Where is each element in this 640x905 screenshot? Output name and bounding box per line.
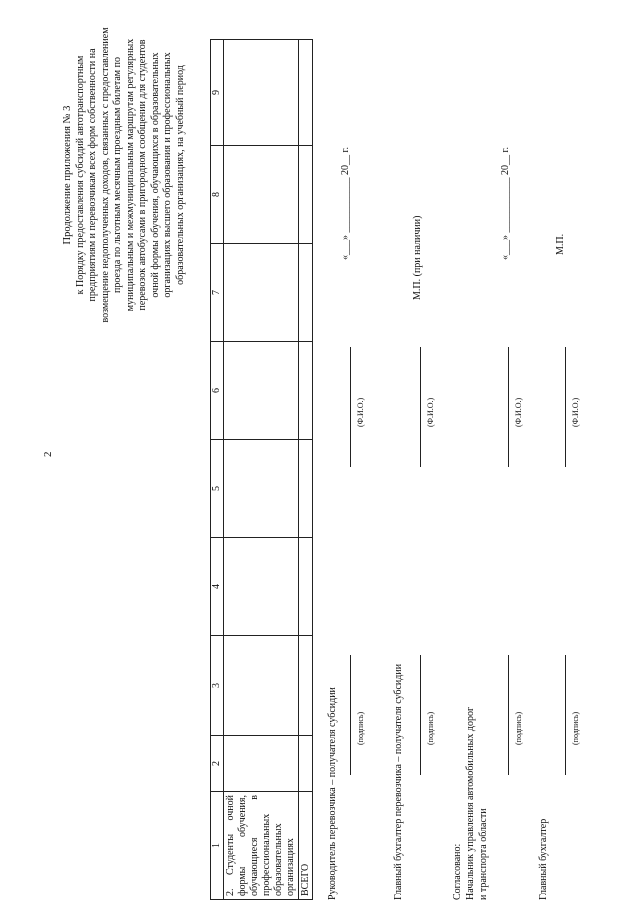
row-label-total: ВСЕГО	[299, 792, 313, 900]
table-cell	[224, 40, 299, 146]
table-header-cell: 4	[211, 538, 224, 636]
table-cell	[224, 342, 299, 440]
signature-line	[350, 655, 351, 775]
name-line	[508, 347, 509, 467]
appendix-line: муниципальным и межмуниципальным маршрутам регулярных	[124, 38, 136, 312]
signature-hint: (подпись)	[514, 711, 523, 745]
table-cell	[299, 636, 313, 736]
name-hint: (Ф.И.О.)	[571, 397, 580, 427]
signature-hint: (подпись)	[356, 711, 365, 745]
chief-accountant-2-label: Главный бухгалтер	[538, 818, 549, 900]
table-header-cell: 2	[211, 736, 224, 792]
table-cell	[224, 538, 299, 636]
row-label-students: 2. Студенты очной формы обучения, обучающиеся в профессиональных образовательных организациях	[224, 792, 299, 900]
signature-line	[508, 655, 509, 775]
appendix-line: образовательных организациях, на учебный период	[174, 65, 186, 285]
table-cell	[299, 342, 313, 440]
signature-line	[420, 655, 421, 775]
official-line-1: Начальник управления автомобильных дорог	[465, 706, 476, 900]
appendix-line: организациях высшего образования и профессиональных	[162, 52, 173, 298]
table-cell	[224, 146, 299, 244]
agreed-label: Согласовано:	[452, 843, 463, 900]
table-cell	[224, 736, 299, 792]
table-header-row	[211, 40, 224, 900]
date-field: «___» ___________ 20__ г.	[340, 147, 351, 260]
appendix-line: возмещение недополученных доходов, связанных с предоставлением	[99, 27, 111, 323]
table-cell	[224, 440, 299, 538]
table-cell	[299, 244, 313, 342]
table-cell	[299, 736, 313, 792]
table-cell	[224, 244, 299, 342]
table-header-cell: 6	[211, 342, 224, 440]
table-header-cell: 3	[211, 636, 224, 736]
table-header-cell: 1	[211, 792, 224, 900]
name-hint: (Ф.И.О.)	[356, 397, 365, 427]
official-line-2: и транспорта области	[478, 808, 489, 900]
name-line	[350, 347, 351, 467]
signature-hint: (подпись)	[426, 711, 435, 745]
appendix-line: проезда по льготным месячным проездным билетам по	[112, 57, 123, 293]
table-row	[299, 40, 313, 900]
head-label: Руководитель перевозчика – получателя субсидии	[327, 687, 338, 900]
signature-hint: (подпись)	[571, 711, 580, 745]
appendix-line: очной формы обучения, обучающихся в образовательных	[149, 52, 161, 298]
data-table	[210, 39, 313, 900]
name-line	[420, 347, 421, 467]
table-cell	[299, 440, 313, 538]
appendix-header	[62, 5, 187, 345]
chief-accountant-label: Главный бухгалтер перевозчика – получателя субсидии	[393, 663, 404, 900]
table-cell	[299, 146, 313, 244]
table-header-cell: 7	[211, 244, 224, 342]
table-cell	[299, 538, 313, 636]
table-cell	[224, 636, 299, 736]
table-header-cell: 5	[211, 440, 224, 538]
table-header-cell: 9	[211, 40, 224, 146]
date-field: «___» ___________ 20__ г.	[500, 147, 511, 260]
appendix-line: к Порядку предоставления субсидий автотранспортным	[74, 55, 86, 295]
table-header-cell: 8	[211, 146, 224, 244]
page-number: 2	[42, 451, 54, 457]
appendix-line: перевозок автобусами в пригородном сообщении для студентов	[137, 39, 148, 311]
table-row	[224, 40, 299, 900]
stamp: М.П.	[555, 233, 566, 255]
appendix-line: предприятиям и перевозчикам всех форм собственности на	[87, 48, 98, 302]
name-hint: (Ф.И.О.)	[514, 397, 523, 427]
signature-line	[565, 655, 566, 775]
stamp-optional: М.П. (при наличии)	[412, 215, 423, 300]
appendix-continuation: Продолжение приложения № 3	[62, 105, 73, 245]
name-line	[565, 347, 566, 467]
name-hint: (Ф.И.О.)	[426, 397, 435, 427]
table-cell	[299, 40, 313, 146]
